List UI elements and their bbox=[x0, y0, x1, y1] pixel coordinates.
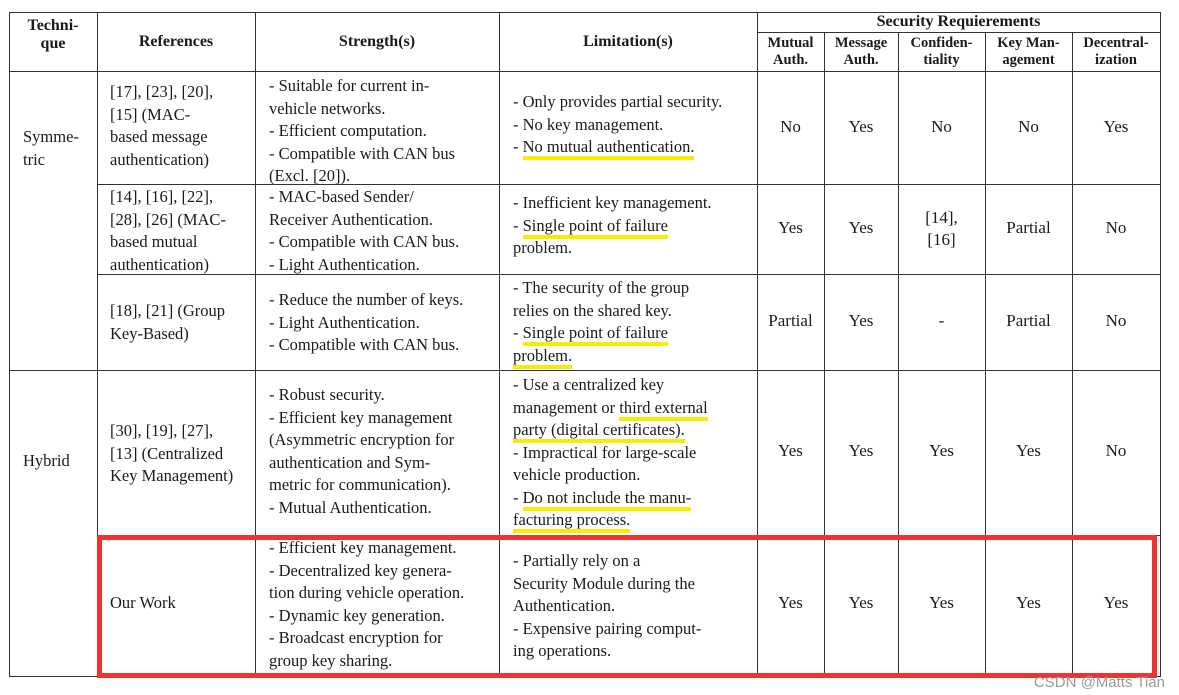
row4-decentralization: No bbox=[1105, 441, 1127, 460]
row5-key-management: Yes bbox=[1016, 593, 1041, 612]
header-references: References bbox=[138, 33, 214, 50]
row4-mutual-auth: Yes bbox=[778, 441, 803, 460]
row2-mutual-auth: Yes bbox=[778, 218, 803, 237]
row3-limitations: - The security of the group relies on the shared key. - Single point of failure problem. bbox=[513, 277, 689, 367]
col-line-0 bbox=[9, 12, 10, 677]
row5-references: Our Work bbox=[110, 593, 176, 612]
row2-strengths: - MAC-based Sender/ Receiver Authentication. - Compatible with CAN bus. - Light Authentication. bbox=[269, 187, 460, 274]
row3-confidentiality: - bbox=[938, 311, 945, 330]
row2-key-management: Partial bbox=[1006, 218, 1051, 237]
row4-key-management: Yes bbox=[1016, 441, 1041, 460]
highlight-mark: Single point of failure bbox=[523, 216, 668, 239]
header-limitations: Limitation(s) bbox=[583, 33, 673, 50]
our-work-highlight-box bbox=[97, 535, 1157, 678]
row4-confidentiality: Yes bbox=[929, 441, 954, 460]
row3-decentralization: No bbox=[1105, 311, 1127, 330]
rule-row2 bbox=[97, 274, 1160, 275]
row1-key-management: No bbox=[1018, 117, 1039, 136]
technique-hybrid: Hybrid bbox=[23, 451, 70, 470]
row2-decentralization: No bbox=[1105, 218, 1127, 237]
col-line-9 bbox=[1160, 12, 1161, 677]
header-decentralization: Decentral- ization bbox=[1083, 35, 1149, 68]
row5-confidentiality: Yes bbox=[929, 593, 954, 612]
row5-strengths: - Efficient key management. - Decentralized key genera- tion during vehicle operation. - Dynamic key generation. - Broadcast encryption for group key sharing. bbox=[269, 538, 465, 670]
row4-limitations: - Use a centralized key management or third external party (digital certificates). - Impractical for large-scale vehicle production. - Do not include the manu- facturing process. bbox=[513, 374, 708, 532]
row2-limitations: - Inefficient key management. - Single point of failure problem. bbox=[513, 193, 712, 257]
rule-header-bottom bbox=[9, 71, 1160, 72]
row1-references: [17], [23], [20], [15] (MAC- based message authentication) bbox=[110, 82, 214, 169]
row1-mutual-auth: No bbox=[780, 117, 801, 136]
row5-mutual-auth: Yes bbox=[778, 593, 803, 612]
row3-message-auth: Yes bbox=[848, 311, 874, 330]
row2-confidentiality: [14], [16] bbox=[925, 208, 958, 249]
rule-row1 bbox=[97, 184, 1160, 185]
row5-decentralization: Yes bbox=[1103, 593, 1129, 612]
row1-confidentiality: No bbox=[931, 117, 952, 136]
highlight-mark: facturing process. bbox=[513, 510, 630, 533]
row5-limitations: - Partially rely on a Security Module during the Authentication. - Expensive pairing comput- ing operations. bbox=[513, 551, 702, 660]
header-strengths: Strength(s) bbox=[338, 33, 416, 50]
highlight-mark: No mutual authentication. bbox=[523, 137, 695, 160]
row4-strengths: - Robust security. - Efficient key management (Asymmetric encryption for authentication and Sym- metric for communication). - Mutual Authentication. bbox=[269, 385, 455, 517]
header-technique: Techni- que bbox=[27, 17, 79, 52]
row4-references: [30], [19], [27], [13] (Centralized Key Management) bbox=[110, 421, 234, 485]
header-message-auth: Message Auth. bbox=[834, 35, 888, 68]
row1-limitations: - Only provides partial security. - No key management. - No mutual authentication. bbox=[513, 91, 722, 159]
technique-symmetric: Symme- tric bbox=[23, 127, 79, 169]
highlight-mark: Do not include the manu- bbox=[523, 488, 692, 511]
header-key-management: Key Man- agement bbox=[997, 35, 1060, 68]
row4-message-auth: Yes bbox=[848, 441, 874, 460]
row2-message-auth: Yes bbox=[848, 218, 874, 237]
header-mutual-auth: Mutual Auth. bbox=[767, 35, 814, 68]
row3-references: [18], [21] (Group Key-Based) bbox=[110, 301, 226, 343]
row1-message-auth: Yes bbox=[848, 117, 874, 136]
highlight-mark: problem. bbox=[513, 346, 572, 369]
row1-decentralization: Yes bbox=[1103, 117, 1129, 136]
row3-mutual-auth: Partial bbox=[768, 311, 813, 330]
row3-strengths: - Reduce the number of keys. - Light Authentication. - Compatible with CAN bus. bbox=[269, 290, 464, 354]
row5-message-auth: Yes bbox=[848, 593, 874, 612]
rule-subheader bbox=[757, 32, 1160, 33]
header-security-requirements: Security Requierements bbox=[876, 13, 1041, 30]
row3-key-management: Partial bbox=[1006, 311, 1051, 330]
highlight-mark: Single point of failure bbox=[523, 323, 668, 346]
highlight-mark: party (digital certificates). bbox=[513, 420, 685, 443]
header-confidentiality: Confiden- tiality bbox=[910, 35, 973, 68]
row2-references: [14], [16], [22], [28], [26] (MAC- based mutual authentication) bbox=[110, 187, 226, 274]
row1-strengths: - Suitable for current in- vehicle networks. - Efficient computation. - Compatible with CAN bus (Excl. [20]). bbox=[269, 76, 456, 185]
watermark: CSDN @Matts Tian bbox=[1033, 674, 1165, 691]
rule-row3 bbox=[9, 370, 1160, 371]
highlight-mark: third external bbox=[619, 398, 707, 421]
